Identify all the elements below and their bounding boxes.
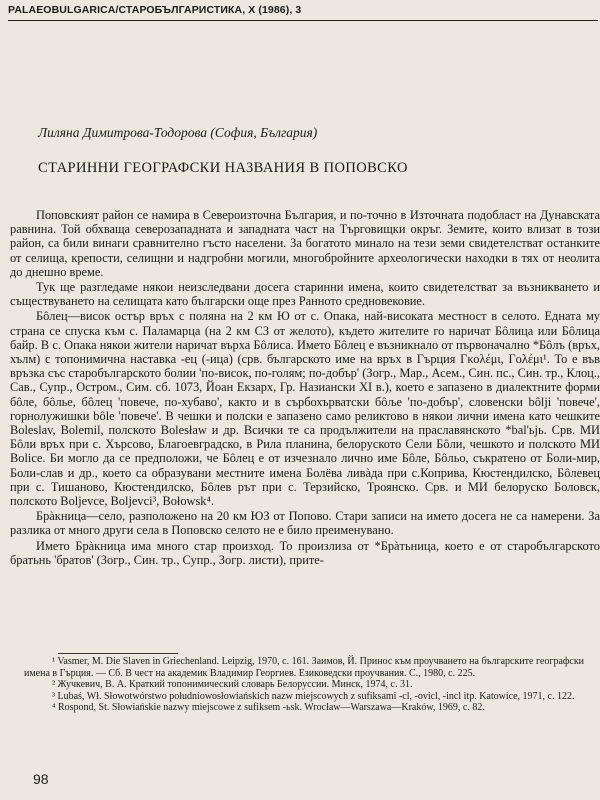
footnote: ¹ Vasmer, M. Die Slaven in Griechenland. Leipzig, 1970, с. 161. Заимов, Й. Принос към проучването на българските географски имена в Гърция. — Сб. В чест на академик Владимир Георгиев. Езиковедски проучвания. С., 1980, с. 225. xyxy=(24,656,585,679)
header-rule xyxy=(8,20,598,21)
footnote: ² Жучкевич, В. А. Краткий топонимический словарь Белоруссии. Минск, 1974, с. 31. xyxy=(52,679,413,691)
article-title: СТАРИННИ ГЕОГРАФСКИ НАЗВАНИЯ В ПОПОВСКО xyxy=(38,160,408,176)
body-paragraph: Бôлец—висок остър връх с поляна на 2 км Ю от с. Опака, най-високата местност в селото. Едната му страна се спуска към с. Паламарца (на 2 км СЗ от желото), където жителите го наричат Бôлица или Бôлица байр. В с. Опака някои жители наричат върха Бôлиса. Името Бôлец е възникнало от първоначално *Бôлъ (връх, хълм) с топонимична наставка -ец (-ица) (срв. българското име на връх в Гърция Γκολέμι, Γολέμι¹. То е във връзка със старобългарското болии 'по-висок, по-голям; по-добър' (Зогр., Мар., Асем., Син. пс., Син. тр., Клоц., Сав., Супр., Остром., Сим. сб. 1073, Йоан Екзарх, Гр. Назиански XI в.), което е запазено в диалектните форми бôле, бôлье, бôлец 'повече, по-хубаво', както и в сърбохърватски бôље 'по-добър', словенски bôlji 'повече', горнолужишки bôle 'повече'. В чешки и полски е запазено само реликтово в някои лични имена като чешките Boleslav, Bolemil, полското Bolesław и др. Всички те са продължители на праславянското *bal'ьjь. Срв. МИ Бôли връх при с. Хърсово, Благоевградско, в Рила планина, белоруското Сели Бôли, чешкото и полското МИ Bolice. Би могло да се предположи, че Бôлец е от изчезнало лично име Бôле, Бôльо, съкратено от Боли-мир, Боли-слав и др., което са образувани местните имена Болёва ливàда при с.Коприва, Кюстендилско, Бôлевец при с. Тишаново, Кюстендилско, Бôлев рът при с. Терзийско, Троянско. Срв. и МИ белоруско Боловск, полското Boljevce, Boljevci³, Bołowsk⁴. xyxy=(10,309,600,509)
article-body xyxy=(10,208,600,567)
body-paragraph: Брàкница—село, разположено на 20 км ЮЗ от Попово. Стари записи на името досега не са намерени. За разлика от много други села в Поповско селото не е било преименувано. xyxy=(10,509,600,538)
footnote-rule xyxy=(58,653,178,654)
article-author: Лиляна Димитрова-Тодорова (София, България) xyxy=(38,125,318,140)
footnotes xyxy=(24,656,600,714)
body-paragraph: Името Брàкница има много стар произход. То произлиза от *Брàтьница, което е от старобългарското братьнь 'братов' (Зогр., Син. тр., Супр., Зогр. листи), прите- xyxy=(10,538,600,567)
running-head: PALAEOBULGARICA/СТАРОБЪЛГАРИСТИКА, X (1986), 3 xyxy=(8,4,302,16)
body-paragraph: Поповският район се намира в Североизточна България, и по-точно в Източната подобласт на Дунавската равнина. Той обхваща северозападната и западната част на Търговищки окръг. Земите, които влизат в този район, са били винаги сравнително гъсто населени. За богатото минало на тези земи свидетелстват останките от селища, крепости, селищни и надгробни могили, многобройните археологически находки в тях от неолита до днешно време. xyxy=(10,208,600,279)
footnote: ³ Lubaś, Wł. Słowotwórstwo południowosłowiańskich nazw miejscowych z sufiksami -cl, -ovicl, -incl itp. Katowice, 1971, с. 122. xyxy=(52,690,575,702)
body-paragraph: Тук ще разгледаме някои неизследвани досега старинни имена, които свидетелстват за възникването и съществуването на селищата като български още през Ранното средновековие. xyxy=(10,280,600,309)
page-number: 98 xyxy=(33,771,49,787)
footnote: ⁴ Rospond, St. Słowiańskie nazwy miejscowe z sufiksem -ьsk. Wrocław—Warszawa—Kraków, 1969, с. 82. xyxy=(52,702,485,714)
